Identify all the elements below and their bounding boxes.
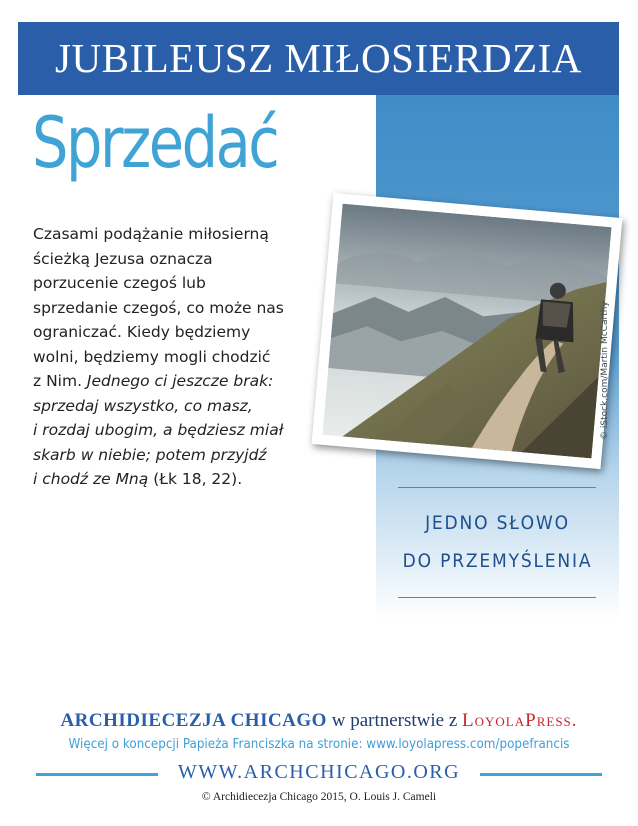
reflection-body	[33, 222, 323, 492]
partnership-text: w partnerstwie z	[326, 710, 463, 731]
scripture-quote: i chodź ze Mną	[33, 470, 149, 488]
scripture-reference: (Łk 18, 22).	[148, 470, 243, 488]
body-line: ograniczać. Kiedy będziemy	[33, 323, 251, 341]
mountain-hiker-image	[322, 204, 611, 459]
loyola-press-logo: LoyolaPress.	[462, 710, 578, 731]
copyright-notice: © Archidiecezja Chicago 2015, O. Louis J. Cameli	[201, 791, 437, 803]
website-url[interactable]: WWW.ARCHCHICAGO.ORG	[177, 761, 461, 783]
body-line	[33, 369, 323, 394]
archdiocese-name: ARCHIDIECEZJA CHICAGO	[60, 710, 327, 731]
url-divider-right	[480, 773, 602, 776]
body-line: Czasami podążanie miłosierną	[33, 225, 269, 243]
divider-bottom	[398, 597, 596, 598]
partnership-line	[0, 710, 638, 732]
photo-credit: © iStock.com/Martin McCarthy	[600, 301, 610, 440]
hiker-photo	[312, 193, 623, 469]
divider-top	[398, 487, 596, 488]
page-title: Sprzedać	[32, 102, 278, 184]
scripture-quote: Jednego ci jeszcze brak:	[86, 372, 274, 390]
body-line: porzucenie czegoś lub	[33, 274, 206, 292]
body-line	[33, 467, 323, 492]
body-line: ścieżką Jezusa oznacza	[33, 249, 213, 268]
header-title: JUBILEUSZ MIŁOSIERDZIA	[55, 35, 582, 81]
scripture-line: sprzedaj wszystko, co masz,	[33, 396, 253, 415]
header-banner	[18, 22, 619, 95]
reflection-label-line1: JEDNO SŁOWO	[425, 512, 570, 534]
body-text-plain: z Nim.	[33, 372, 87, 390]
body-line: sprzedanie czegoś, co może nas	[33, 298, 284, 317]
body-line: wolni, będziemy mogli chodzić	[33, 347, 271, 366]
scripture-line: skarb w niebie; potem przyjdź	[33, 445, 267, 464]
reflection-label-line2: DO PRZEMYŚLENIA	[402, 550, 593, 572]
scripture-line: i rozdaj ubogim, a będziesz miał	[33, 421, 284, 439]
more-info-link[interactable]: Więcej o koncepcji Papieża Franciszka na stronie: www.loyolapress.com/popefrancis	[68, 737, 570, 752]
